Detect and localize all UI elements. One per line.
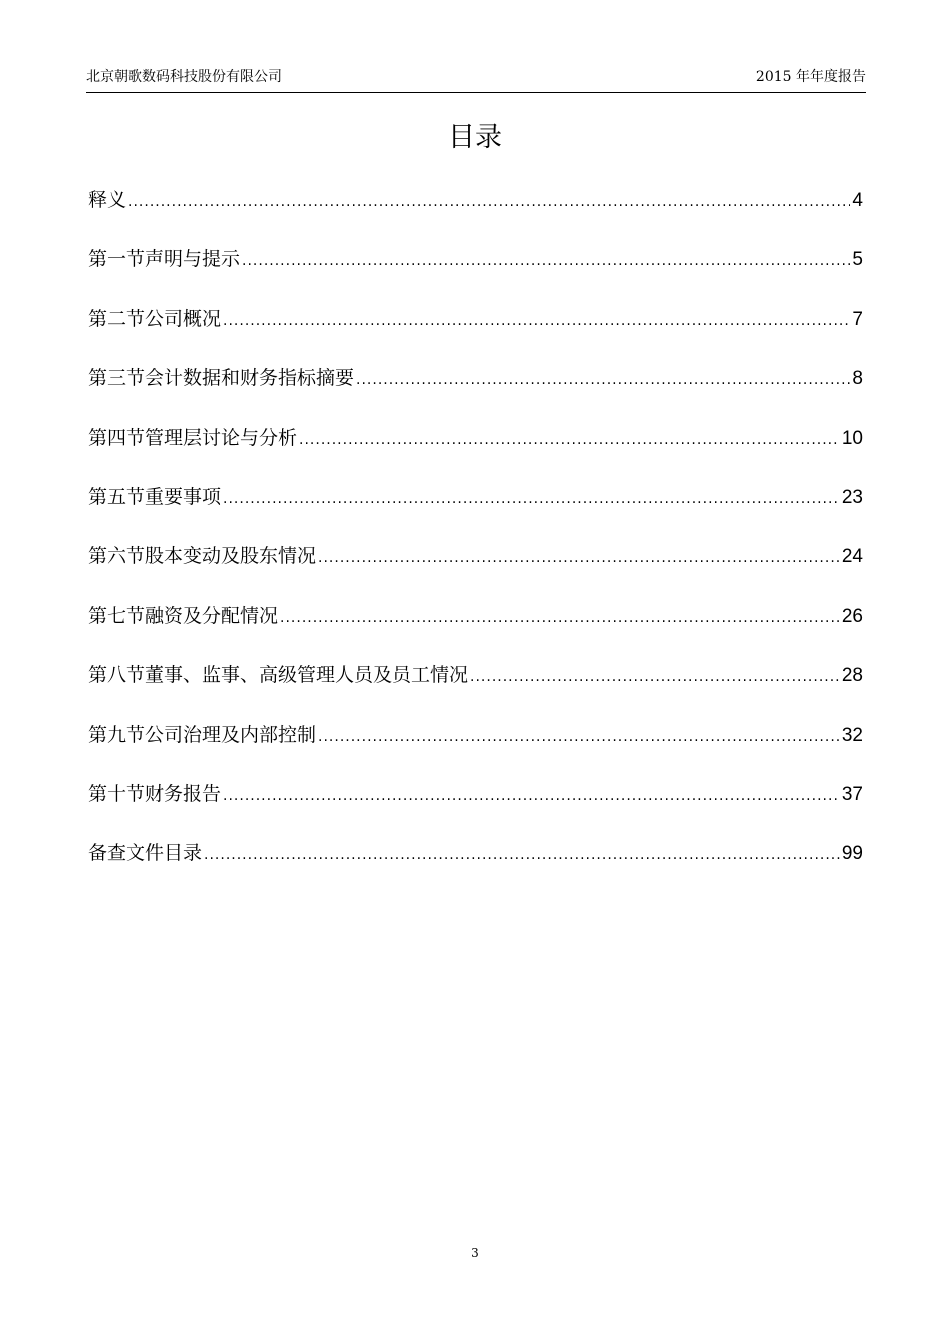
toc-item-label: 第五节重要事项	[88, 485, 222, 508]
page-header	[86, 66, 866, 93]
toc-item-page: 32	[841, 724, 863, 746]
toc-item-page: 5	[852, 249, 863, 271]
toc-item-section-4[interactable]	[88, 422, 863, 481]
toc-item-definitions[interactable]	[88, 184, 863, 243]
toc-item-page: 99	[841, 843, 863, 865]
toc-dot-leader	[280, 602, 840, 634]
toc-item-section-8[interactable]	[88, 659, 863, 718]
toc-item-section-3[interactable]	[88, 362, 863, 421]
toc-dot-leader	[318, 721, 840, 753]
toc-item-label: 第一节声明与提示	[88, 248, 241, 271]
toc-item-label: 第六节股本变动及股东情况	[88, 545, 317, 568]
toc-item-section-7[interactable]	[88, 600, 863, 659]
toc-item-label: 第八节董事、监事、高级管理人员及员工情况	[88, 664, 469, 687]
toc-list	[88, 184, 863, 897]
toc-item-page: 24	[841, 546, 863, 568]
toc-item-reference-docs[interactable]	[88, 837, 863, 896]
toc-item-page: 7	[852, 308, 863, 330]
toc-item-label: 第四节管理层讨论与分析	[88, 426, 298, 449]
toc-title: 目录	[448, 122, 502, 153]
toc-item-section-6[interactable]	[88, 540, 863, 599]
toc-dot-leader	[128, 186, 850, 218]
toc-dot-leader	[223, 780, 840, 812]
toc-dot-leader	[299, 424, 840, 456]
toc-item-page: 10	[841, 427, 863, 449]
toc-item-label: 第十节财务报告	[88, 782, 222, 805]
toc-item-section-1[interactable]	[88, 243, 863, 302]
toc-item-label: 第二节公司概况	[88, 307, 222, 330]
toc-item-label: 第七节融资及分配情况	[88, 604, 279, 627]
toc-item-page: 23	[841, 486, 863, 508]
toc-item-label: 第九节公司治理及内部控制	[88, 723, 317, 746]
toc-item-section-5[interactable]	[88, 481, 863, 540]
toc-dot-leader	[470, 661, 840, 693]
toc-dot-leader	[223, 483, 840, 515]
toc-item-label: 备查文件目录	[88, 842, 203, 865]
header-company-name: 北京朝歌数码科技股份有限公司	[86, 69, 282, 85]
toc-item-section-10[interactable]	[88, 778, 863, 837]
toc-dot-leader	[242, 245, 850, 277]
toc-dot-leader	[204, 839, 840, 871]
toc-item-label: 第三节会计数据和财务指标摘要	[88, 367, 355, 390]
page-number: 3	[471, 1246, 479, 1260]
toc-item-label: 释义	[88, 189, 127, 211]
toc-item-page: 28	[841, 665, 863, 687]
toc-item-page: 37	[841, 783, 863, 805]
toc-item-page: 26	[841, 605, 863, 627]
toc-item-page: 8	[852, 368, 863, 390]
header-report-title: 2015 年年度报告	[755, 69, 866, 85]
toc-dot-leader	[356, 364, 850, 396]
toc-item-page: 4	[852, 190, 863, 211]
toc-dot-leader	[223, 305, 850, 337]
toc-item-section-9[interactable]	[88, 719, 863, 778]
toc-dot-leader	[318, 542, 840, 574]
toc-item-section-2[interactable]	[88, 303, 863, 362]
